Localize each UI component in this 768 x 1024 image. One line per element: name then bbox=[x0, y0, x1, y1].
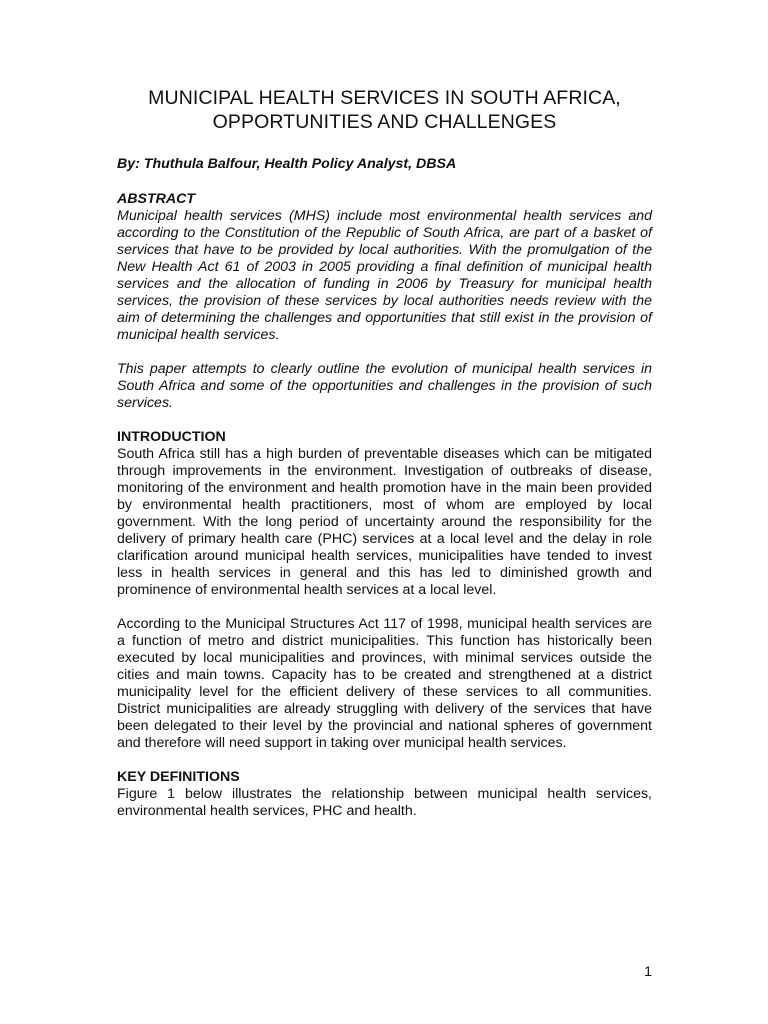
page-number: 1 bbox=[644, 964, 652, 980]
page-content bbox=[117, 86, 652, 820]
abstract-paragraph: This paper attempts to clearly outline the evolution of municipal health services in South Africa and some of the opportunities and challenges in the provision of such services. bbox=[117, 361, 652, 411]
title-line-2: OPPORTUNITIES AND CHALLENGES bbox=[212, 111, 557, 133]
document-title bbox=[117, 86, 652, 134]
introduction-paragraph: South Africa still has a high burden of preventable diseases which can be mitigated through improvements in the environment. Investigation of outbreaks of disease, monitoring of the environment and health promotion have in the main been provided by environmental health practitioners, most of whom are employed by local government. With the long period of uncertainty around the responsibility for the delivery of primary health care (PHC) services at a local level and the delay in role clarification around municipal health services, municipalities have tended to invest less in health services in general and this has led to diminished growth and prominence of environmental health services at a local level. bbox=[117, 446, 652, 598]
introduction-paragraph: According to the Municipal Structures Act 117 of 1998, municipal health services are a function of metro and district municipalities. This function has historically been executed by local municipalities and provinces, with minimal services outside the cities and main towns. Capacity has to be created and strengthened at a district municipality level for the efficient delivery of these services to all communities. District municipalities are already struggling with delivery of the services that have been delegated to their level by the provincial and national spheres of government and therefore will need support in taking over municipal health services. bbox=[117, 616, 652, 751]
title-line-1: MUNICIPAL HEALTH SERVICES IN SOUTH AFRICA, bbox=[148, 87, 621, 109]
key-definitions-heading: KEY DEFINITIONS bbox=[117, 769, 240, 785]
author-byline: By: Thuthula Balfour, Health Policy Analyst, DBSA bbox=[117, 156, 457, 172]
key-definitions-paragraph: Figure 1 below illustrates the relationship between municipal health services, environmental health services, PHC and health. bbox=[117, 786, 652, 819]
introduction-heading: INTRODUCTION bbox=[117, 429, 226, 445]
abstract-paragraph: Municipal health services (MHS) include most environmental health services and according to the Constitution of the Republic of South Africa, are part of a basket of services that have to be provided by local authorities. With the promulgation of the New Health Act 61 of 2003 in 2005 providing a final definition of municipal health services and the allocation of funding in 2006 by Treasury for municipal health services, the provision of these services by local authorities needs review with the aim of determining the challenges and opportunities that still exist in the provision of municipal health services. bbox=[117, 208, 652, 343]
abstract-heading: ABSTRACT bbox=[117, 191, 196, 207]
